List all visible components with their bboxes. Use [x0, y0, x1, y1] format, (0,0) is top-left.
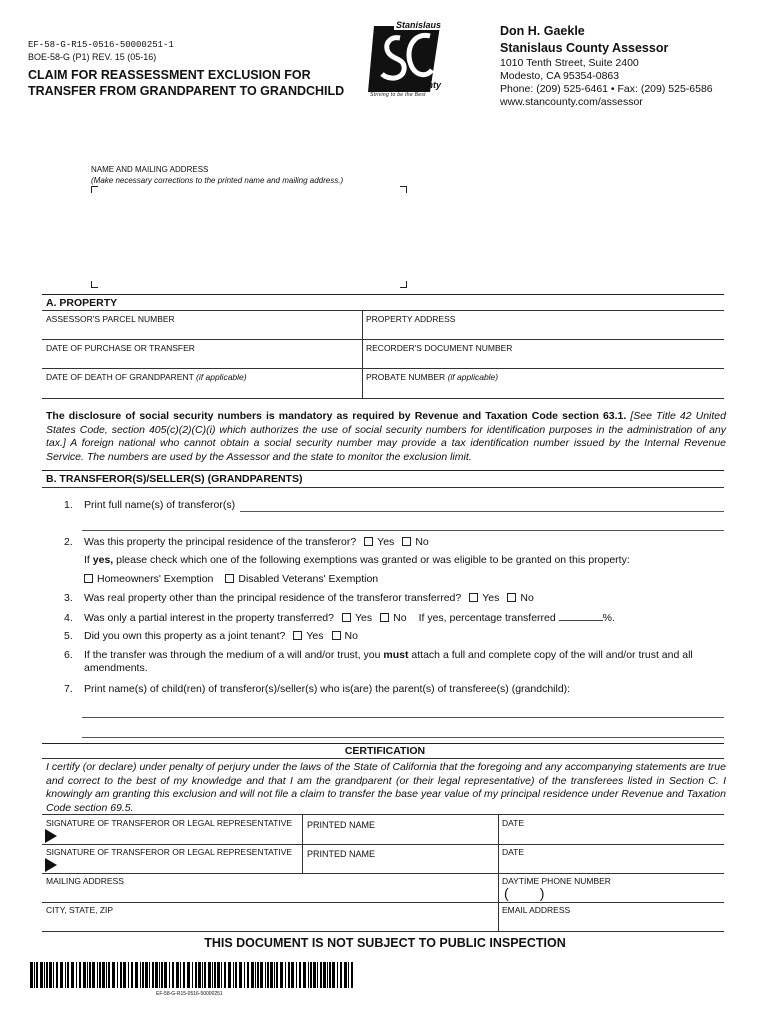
- transferor-name-line[interactable]: [240, 511, 724, 512]
- question-6-post: attach a full and complete copy of the will and/or trust and all: [408, 649, 693, 661]
- q2-sub-bold: yes,: [92, 554, 114, 566]
- question-number: 5.: [64, 630, 73, 642]
- yes-label: Yes: [377, 536, 395, 548]
- printed-name-2-field[interactable]: [306, 860, 496, 874]
- assessor-city: Modesto, CA 95354-0863: [500, 70, 620, 82]
- question-number: 4.: [64, 612, 73, 624]
- signature-2-label: SIGNATURE OF TRANSFEROR OR LEGAL REPRESENTATIVE: [46, 847, 293, 857]
- question-6-line2: amendments.: [84, 662, 148, 674]
- q3-no-checkbox[interactable]: [507, 593, 516, 602]
- barcode: [30, 962, 356, 988]
- printed-name-1-label: PRINTED NAME: [307, 820, 376, 830]
- row-rule: [42, 398, 724, 399]
- question-1: [64, 499, 235, 511]
- mailing-address-label: MAILING ADDRESS: [46, 876, 124, 886]
- property-address-field[interactable]: [366, 324, 722, 338]
- city-state-zip-label: CITY, STATE, ZIP: [46, 905, 114, 915]
- logo-tagline: Striving to be the Best: [370, 92, 426, 98]
- assessor-name: Don H. Gaekle: [500, 24, 585, 38]
- signature-2-field[interactable]: [60, 857, 298, 873]
- mailing-box-label: NAME AND MAILING ADDRESS: [91, 165, 209, 174]
- question-4-text: Was only a partial interest in the property transferred?: [84, 612, 334, 624]
- property-address-label: PROPERTY ADDRESS: [366, 314, 456, 324]
- email-address-label: EMAIL ADDRESS: [502, 905, 571, 915]
- no-label: No: [344, 630, 358, 642]
- percentage-label: If yes, percentage transferred: [418, 612, 556, 624]
- no-label: No: [393, 612, 407, 624]
- percentage-field[interactable]: [559, 611, 603, 621]
- homeowners-exemption-checkbox[interactable]: [84, 574, 93, 583]
- signature-column-divider: [302, 814, 303, 873]
- recorders-document-label: RECORDER'S DOCUMENT NUMBER: [366, 343, 513, 353]
- question-5-text: Did you own this property as a joint tenant?: [84, 630, 286, 642]
- yes-label: Yes: [354, 612, 373, 624]
- question-4: [64, 611, 615, 624]
- signature-top-rule: [42, 814, 724, 815]
- mailing-box-note: (Make necessary corrections to the printed name and mailing address.): [91, 176, 344, 185]
- q4-yes-checkbox[interactable]: [342, 613, 351, 622]
- assessor-web[interactable]: www.stancounty.com/assessor: [500, 96, 643, 108]
- city-state-zip-field[interactable]: [46, 916, 496, 930]
- probate-number-note: (if applicable): [447, 372, 499, 382]
- printed-name-1-field[interactable]: [306, 831, 496, 845]
- signature-1-field[interactable]: [60, 828, 298, 844]
- county-logo-icon: [366, 22, 446, 102]
- date-1-field[interactable]: [502, 831, 722, 845]
- certification-title: CERTIFICATION: [344, 745, 426, 757]
- q2-no-checkbox[interactable]: [402, 537, 411, 546]
- transferor-name-line-2[interactable]: [82, 530, 724, 531]
- phone-area-code-parens: ( ): [504, 885, 545, 901]
- date-1-label: DATE: [502, 818, 525, 828]
- ssn-disclosure-italic: [See Title 42 United States Code, section 405(c)(2)(C)(i) which authorizes the use of social security numbers for identification purposes in the administration of any tax.] A foreign national who cannot obtain a social security number may provide a tax identification number issued by the Internal Revenue Service. The numbers are used by the Assessor and the state to monitor the exclusion limit.: [46, 410, 726, 463]
- section-a-divider: [362, 310, 363, 398]
- certification-top-rule: [42, 743, 724, 744]
- question-3-text: Was real property other than the principal residence of the transferor transferred?: [84, 592, 462, 604]
- date-of-death-field[interactable]: [46, 382, 358, 396]
- form-revision: BOE-58-G (P1) REV. 15 (05-16): [28, 52, 157, 62]
- certification-rule: [42, 758, 724, 759]
- logo-top-text: Stanislaus: [396, 20, 442, 30]
- homeowners-exemption-label: Homeowners' Exemption: [97, 573, 214, 585]
- mailing-row-rule: [42, 873, 724, 874]
- sign-here-arrow-icon: [45, 829, 57, 843]
- question-6: [64, 649, 693, 661]
- question-number: 2.: [64, 536, 73, 548]
- daytime-phone-field[interactable]: [560, 887, 720, 901]
- date-2-field[interactable]: [502, 860, 722, 874]
- ssn-disclosure-bold: The disclosure of social security numbers is mandatory as required by Revenue and Taxation Code section 63.1.: [46, 410, 627, 422]
- q2-sub-post: please check which one of the following exemptions was granted or was eligible to be granted on this property:: [113, 554, 630, 566]
- assessor-phone: Phone: (209) 525-6461 • Fax: (209) 525-6586: [500, 83, 713, 95]
- q4-no-checkbox[interactable]: [380, 613, 389, 622]
- question-2: [64, 536, 429, 548]
- date-of-death-label: [46, 372, 247, 382]
- row-rule: [42, 368, 724, 369]
- question-1-text: Print full name(s) of transferor(s): [84, 499, 236, 511]
- no-label: No: [520, 592, 534, 604]
- no-label: No: [415, 536, 429, 548]
- certification-text: I certify (or declare) under penalty of perjury under the laws of the State of California that the foregoing and any accompanying statements are true and correct to the best of my knowledge and that I am the grandparent (or their legal representative) of the transferees listed in Section C. I knowingly am granting this exclusion and will not file a claim to transfer the base year value of my principal residence under Revenue and Taxation Code section 69.5.: [46, 761, 726, 814]
- printed-name-2-label: PRINTED NAME: [307, 849, 376, 859]
- section-a-top-rule: [42, 294, 724, 295]
- date-of-purchase-field[interactable]: [46, 353, 358, 367]
- section-b-title: B. TRANSFEROR(S)/SELLER(S) (GRANDPARENTS): [46, 473, 303, 485]
- sign-here-arrow-icon: [45, 858, 57, 872]
- probate-number-field[interactable]: [366, 382, 722, 396]
- section-b-rule: [42, 487, 724, 488]
- question-2-options: [76, 573, 378, 585]
- form-id: EF-58-G-R15-0516-50000251-1: [28, 40, 174, 50]
- question-3: [64, 592, 534, 604]
- question-6-bold: must: [383, 649, 409, 661]
- recorders-document-field[interactable]: [366, 353, 722, 367]
- row-rule: [42, 339, 724, 340]
- question-number: 1.: [64, 499, 73, 511]
- probate-number-text: PROBATE NUMBER: [366, 372, 446, 382]
- children-name-line-2[interactable]: [82, 737, 724, 738]
- question-2-sub: [84, 554, 630, 566]
- section-b-top-rule: [42, 470, 724, 471]
- parcel-number-field[interactable]: [46, 324, 358, 338]
- daytime-phone-label: DAYTIME PHONE NUMBER: [502, 876, 611, 886]
- ssn-disclosure-paragraph: [46, 410, 726, 464]
- yes-label: Yes: [482, 592, 500, 604]
- date-of-death-note: (if applicable): [196, 372, 247, 382]
- question-5: [64, 630, 358, 642]
- email-address-field[interactable]: [502, 916, 722, 930]
- section-a-rule: [42, 310, 724, 311]
- mailing-address-field[interactable]: [46, 887, 496, 901]
- percentage-suffix: %.: [602, 612, 615, 624]
- parcel-number-label: ASSESSOR'S PARCEL NUMBER: [46, 314, 175, 324]
- question-7: [64, 683, 570, 695]
- form-title-line2: TRANSFER FROM GRANDPARENT TO GRANDCHILD: [28, 84, 345, 98]
- date-of-purchase-label: DATE OF PURCHASE OR TRANSFER: [46, 343, 195, 353]
- probate-number-label: [366, 372, 498, 382]
- assessor-street: 1010 Tenth Street, Suite 2400: [500, 57, 639, 69]
- q5-yes-checkbox[interactable]: [293, 631, 302, 640]
- question-number: 7.: [64, 683, 73, 695]
- public-inspection-notice: THIS DOCUMENT IS NOT SUBJECT TO PUBLIC INSPECTION: [204, 936, 566, 950]
- signature-row-rule: [42, 844, 724, 845]
- mailing-address-area[interactable]: [91, 188, 407, 288]
- veterans-exemption-checkbox[interactable]: [225, 574, 234, 583]
- question-2-text: Was this property the principal residence of the transferor?: [84, 536, 357, 548]
- county-logo: [366, 22, 446, 102]
- question-number: 3.: [64, 592, 73, 604]
- q2-sub-pre: If: [84, 554, 93, 566]
- q5-no-checkbox[interactable]: [332, 631, 341, 640]
- date-2-label: DATE: [502, 847, 525, 857]
- city-row-rule: [42, 902, 724, 903]
- question-number: 6.: [64, 649, 73, 661]
- question-7-text: Print name(s) of child(ren) of transferor(s)/seller(s) who is(are) the parent(s) of transferee(s) (grandchild):: [84, 683, 571, 695]
- form-title-line1: CLAIM FOR REASSESSMENT EXCLUSION FOR: [28, 68, 311, 82]
- q3-yes-checkbox[interactable]: [469, 593, 478, 602]
- logo-bottom-text: County: [410, 80, 441, 90]
- certification-bottom-rule: [42, 931, 724, 932]
- veterans-exemption-label: Disabled Veterans' Exemption: [238, 573, 379, 585]
- date-of-death-text: DATE OF DEATH OF GRANDPARENT: [46, 372, 194, 382]
- question-6-pre: If the transfer was through the medium of a will and/or trust, you: [84, 649, 384, 661]
- yes-label: Yes: [306, 630, 324, 642]
- barcode-icon: [30, 962, 356, 988]
- section-a-title: A. PROPERTY: [46, 297, 118, 309]
- barcode-text: EF-58-G-R15-0516-50000251: [156, 991, 223, 997]
- children-name-line[interactable]: [82, 717, 724, 718]
- assessor-office: Stanislaus County Assessor: [500, 41, 669, 55]
- q2-yes-checkbox[interactable]: [364, 537, 373, 546]
- date-column-divider: [498, 814, 499, 931]
- signature-1-label: SIGNATURE OF TRANSFEROR OR LEGAL REPRESENTATIVE: [46, 818, 293, 828]
